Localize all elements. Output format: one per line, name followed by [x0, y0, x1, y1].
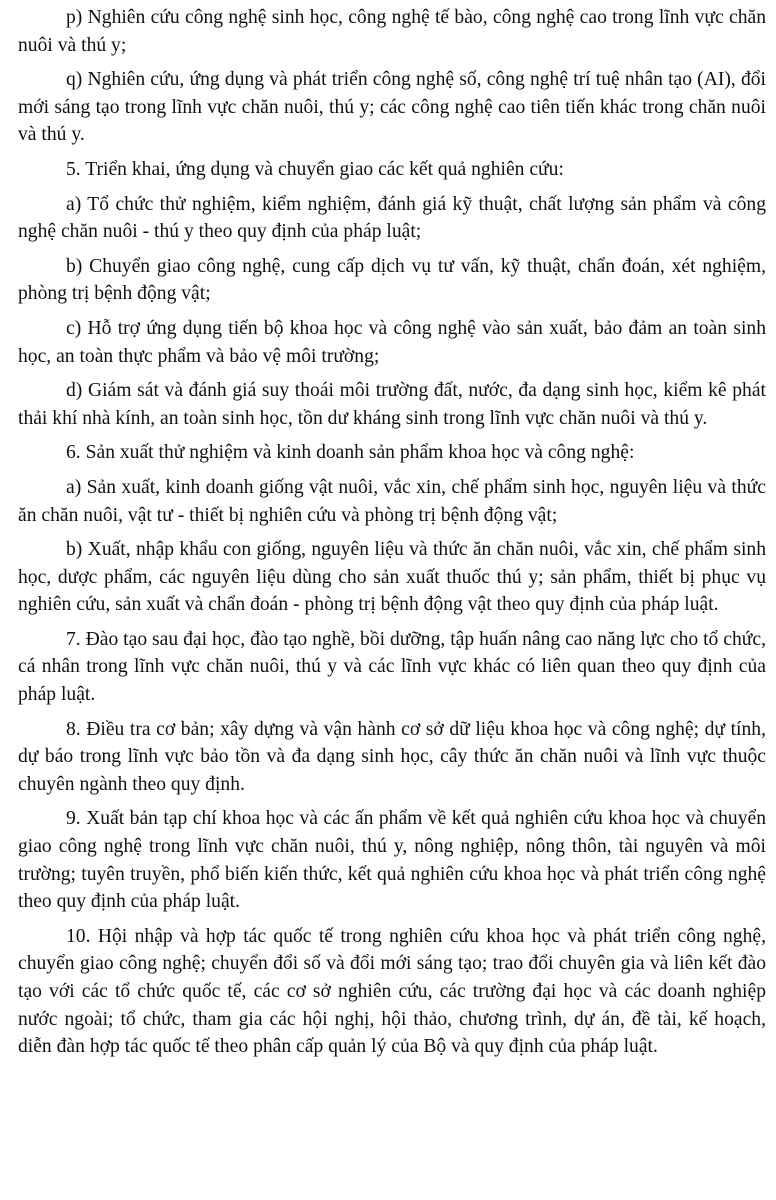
section-8: 8. Điều tra cơ bản; xây dựng và vận hành cơ sở dữ liệu khoa học và công nghệ; dự tính, dự báo trong lĩnh vực bảo tồn và đa dạng sinh học, cây thức ăn chăn nuôi và lĩnh vực thuộc chuyên ngành theo quy định. — [18, 718, 766, 795]
paragraph-5c: c) Hỗ trợ ứng dụng tiến bộ khoa học và công nghệ vào sản xuất, bảo đảm an toàn sinh học, an toàn thực phẩm và bảo vệ môi trường; — [18, 317, 766, 367]
paragraph-5d: d) Giám sát và đánh giá suy thoái môi trường đất, nước, đa dạng sinh học, kiểm kê phát thải khí nhà kính, an toàn sinh học, tồn dư kháng sinh trong lĩnh vực chăn nuôi và thú y. — [18, 380, 766, 429]
paragraph-q: q) Nghiên cứu, ứng dụng và phát triển công nghệ số, công nghệ trí tuệ nhân tạo (AI), đổi mới sáng tạo trong lĩnh vực chăn nuôi, thú y; các công nghệ cao tiên tiến khác trong chăn nuôi và thú y. — [18, 69, 766, 146]
paragraph-6b: b) Xuất, nhập khẩu con giống, nguyên liệu và thức ăn chăn nuôi, vắc xin, chế phẩm sinh học, dược phẩm, các nguyên liệu dùng cho sản xuất thuốc thú y; sản phẩm, thiết bị phục vụ nghiên cứu, sản xuất và chẩn đoán - phòng trị bệnh động vật theo quy định của pháp luật. — [18, 539, 766, 616]
section-7: 7. Đào tạo sau đại học, đào tạo nghề, bồi dưỡng, tập huấn nâng cao năng lực cho tổ chức, cá nhân trong lĩnh vực chăn nuôi, thú y và các lĩnh vực khác có liên quan theo quy định của pháp luật. — [18, 628, 766, 706]
section-6-heading: 6. Sản xuất thử nghiệm và kinh doanh sản phẩm khoa học và công nghệ: — [66, 442, 635, 464]
paragraph-5a: a) Tổ chức thử nghiệm, kiểm nghiệm, đánh giá kỹ thuật, chất lượng sản phẩm và công nghệ chăn nuôi - thú y theo quy định của pháp luật; — [18, 193, 766, 243]
section-9: 9. Xuất bản tạp chí khoa học và các ấn phẩm về kết quả nghiên cứu khoa học và chuyển giao công nghệ trong lĩnh vực chăn nuôi, thú y, nông nghiệp, nông thôn, tài nguyên và môi trường; tuyên truyền, phổ biến kiến thức, kết quả nghiên cứu khoa học và phát triển công nghệ theo quy định của pháp luật. — [18, 808, 766, 913]
section-10: 10. Hội nhập và hợp tác quốc tế trong nghiên cứu khoa học và phát triển công nghệ, chuyển giao công nghệ; chuyển đổi số và đổi mới sáng tạo; trao đổi chuyên gia và liên kết đào tạo với các tổ chức quốc tế, các cơ sở nghiên cứu, các trường đại học và các doanh nghiệp nước ngoài; tổ chức, tham gia các hội nghị, hội thảo, chương trình, dự án, đề tài, kế hoạch, diễn đàn hợp tác quốc tế theo phân cấp quản lý của Bộ và quy định của pháp luật. — [18, 925, 766, 1058]
section-5-heading: 5. Triển khai, ứng dụng và chuyển giao các kết quả nghiên cứu: — [66, 158, 564, 180]
paragraph-p: p) Nghiên cứu công nghệ sinh học, công nghệ tế bào, công nghệ cao trong lĩnh vực chăn nuôi và thú y; — [18, 7, 766, 56]
paragraph-5b: b) Chuyển giao công nghệ, cung cấp dịch vụ tư vấn, kỹ thuật, chẩn đoán, xét nghiệm, phòng trị bệnh động vật; — [18, 255, 766, 305]
paragraph-6a: a) Sản xuất, kinh doanh giống vật nuôi, vắc xin, chế phẩm sinh học, nguyên liệu và thức ăn chăn nuôi, vật tư - thiết bị nghiên cứu và phòng trị bệnh động vật; — [18, 476, 766, 526]
